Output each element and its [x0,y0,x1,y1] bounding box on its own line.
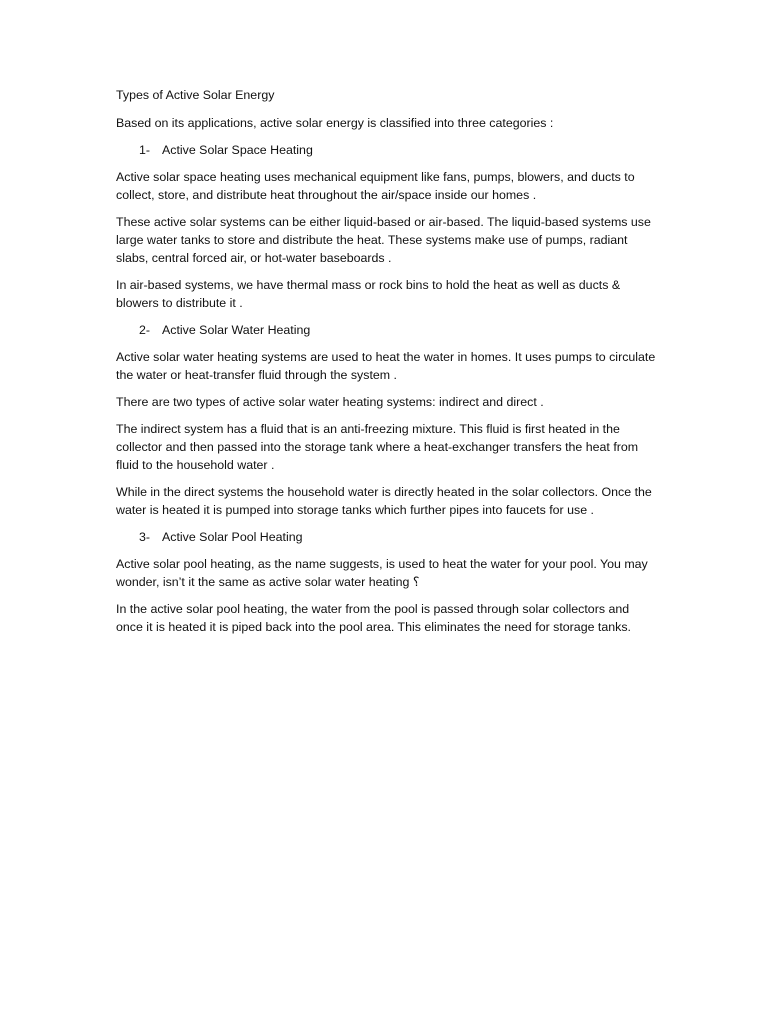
section-number: 3- [139,530,151,544]
document-title: Types of Active Solar Energy [116,88,275,102]
paragraph: Active solar water heating systems are used to heat the water in homes. It uses pumps to circulate the water or heat-transfer fluid through the system . [116,350,656,382]
paragraph: While in the direct systems the household water is directly heated in the solar collectors. Once the water is heated it is pumped into storage tanks which further pipes into faucets for use . [116,485,652,517]
intro-paragraph: Based on its applications, active solar energy is classified into three categories : [116,116,554,130]
paragraph: There are two types of active solar water heating systems: indirect and direct . [116,395,544,409]
section-heading-text: Active Solar Space Heating [162,143,313,157]
section-heading-text: Active Solar Water Heating [162,323,311,337]
section-heading-space-heating [116,141,656,159]
document-body [116,86,656,645]
section-heading-text: Active Solar Pool Heating [162,530,303,544]
section-number: 2- [139,323,151,337]
section-heading-water-heating [116,321,656,339]
section-number: 1- [139,143,151,157]
paragraph: These active solar systems can be either liquid-based or air-based. The liquid-based systems use large water tanks to store and distribute the heat. These systems make use of pumps, radiant slabs, central forced air, or hot-water baseboards . [116,215,651,265]
section-heading-pool-heating [116,528,656,546]
paragraph: Active solar pool heating, as the name suggests, is used to heat the water for your pool. You may wonder, isn’t it the same as active solar water heating ؟ [116,557,648,589]
paragraph: The indirect system has a fluid that is an anti-freezing mixture. This fluid is first heated in the collector and then passed into the storage tank where a heat-exchanger transfers the heat from fluid to the household water . [116,422,639,472]
paragraph: Active solar space heating uses mechanical equipment like fans, pumps, blowers, and ducts to collect, store, and distribute heat throughout the air/space inside our homes . [116,170,635,202]
paragraph: In the active solar pool heating, the water from the pool is passed through solar collectors and once it is heated it is piped back into the pool area. This eliminates the need for storage tanks. [116,602,631,634]
paragraph: In air-based systems, we have thermal mass or rock bins to hold the heat as well as ducts & blowers to distribute it . [116,278,621,310]
